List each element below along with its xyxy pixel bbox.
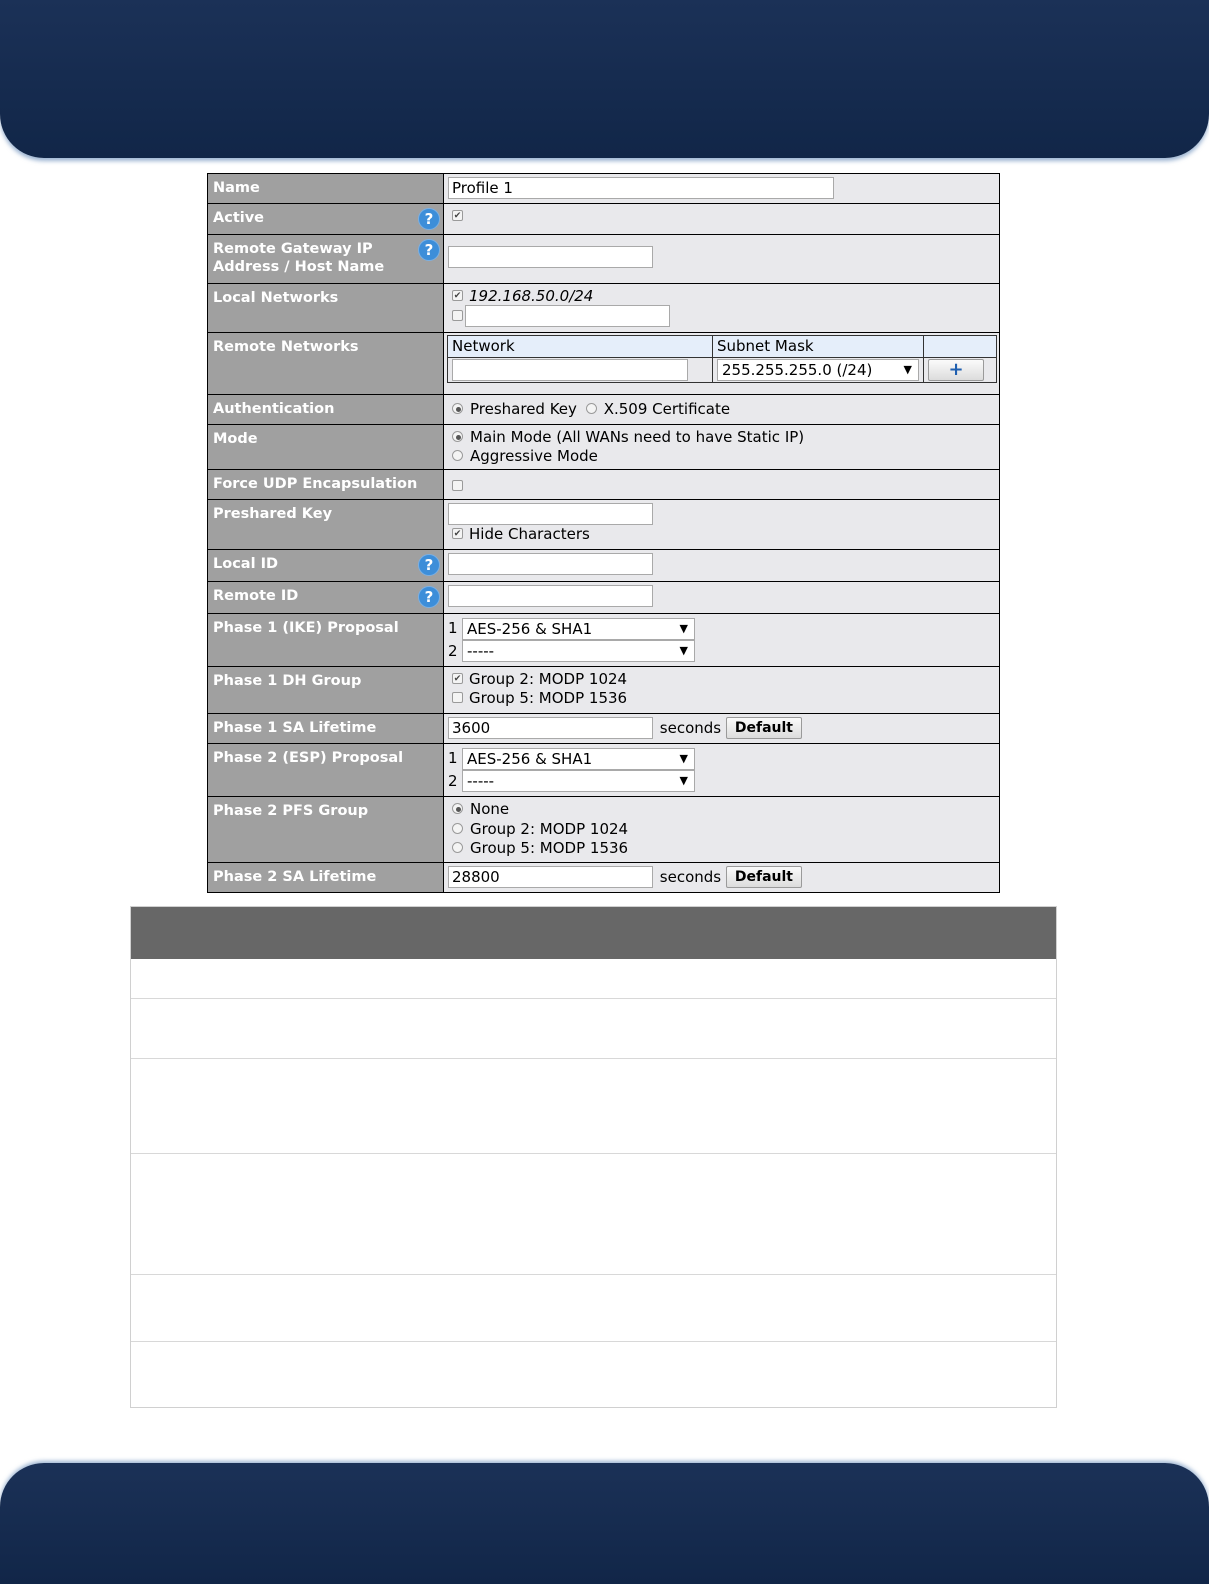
reference-table — [130, 906, 1057, 1408]
remote-gateway-input[interactable] — [448, 246, 653, 268]
pfs-none-radio[interactable] — [452, 803, 463, 814]
reference-row — [131, 959, 1056, 998]
phase1-lifetime-label: Phase 1 SA Lifetime — [208, 714, 444, 744]
phase1-lifetime-input[interactable]: 3600 — [448, 717, 653, 739]
preshared-key-label: Preshared Key — [208, 500, 444, 550]
force-udp-checkbox[interactable] — [452, 480, 463, 491]
force-udp-label: Force UDP Encapsulation — [208, 470, 444, 500]
phase2-lifetime-input[interactable]: 28800 — [448, 866, 653, 888]
mode-label: Mode — [208, 425, 444, 470]
triangle-down-icon: ▼ — [679, 644, 688, 657]
dh-group2-checkbox[interactable]: ✔ — [453, 674, 462, 684]
phase2-lifetime-label: Phase 2 SA Lifetime — [208, 863, 444, 893]
reference-row — [131, 1058, 1056, 1153]
preshared-key-radio[interactable] — [452, 403, 463, 414]
phase2-proposal-1-select[interactable]: AES-256 & SHA1 ▼ — [462, 748, 695, 770]
ipsec-profile-form: Name Profile 1 Active ? ✔ Remote Gateway IP Address / Host Name ? Local Networks ✔ 192.168.50.0/24 Remote Networks Network Subnet Mask 255.255.255.0 (/24) ▼ + Authentication Preshared Key X.509 Certificate Mode Main Mode (All WANs need to have Static IP) Aggressive Mode Force UDP Encapsulation Preshared Key ✔ Hide Characters Local ID ? Remote ID ? Phase 1 (IKE) Proposal 1 AES-256 & SHA1 ▼ 2 ----- ▼ Phase 1 DH Group ✔ Group 2: MODP 1024 Group 5: MODP 1536 Phase 1 SA Lifetime 3600 seconds Default Phase 2 (ESP) Proposal 1 AES-256 & SHA1 ▼ 2 ----- ▼ Phase 2 PFS Group None Group 2: MODP 1024 Group 5: MODP 1536 Phase 2 SA Lifetime 28800 seconds Default — [207, 173, 1000, 893]
active-checkbox[interactable]: ✔ — [453, 211, 462, 221]
local-id-label: Local ID ? — [208, 550, 444, 582]
local-network-checkbox[interactable]: ✔ — [453, 291, 462, 301]
reference-table-header — [131, 907, 1056, 959]
local-network-value: 192.168.50.0/24 — [469, 287, 594, 305]
subnet-column-header: Subnet Mask — [713, 336, 924, 358]
remote-id-help-icon[interactable]: ? — [418, 586, 440, 608]
triangle-down-icon: ▼ — [679, 774, 688, 787]
active-label: Active ? — [208, 204, 444, 235]
triangle-down-icon: ▼ — [903, 363, 912, 376]
pfs-group2-radio[interactable] — [452, 823, 463, 834]
phase1-proposal-label: Phase 1 (IKE) Proposal — [208, 614, 444, 667]
authentication-label: Authentication — [208, 395, 444, 425]
active-help-icon[interactable]: ? — [418, 208, 440, 230]
hide-characters-checkbox[interactable]: ✔ — [453, 529, 462, 539]
name-label: Name — [208, 174, 444, 204]
reference-row — [131, 1153, 1056, 1274]
phase2-pfs-label: Phase 2 PFS Group — [208, 797, 444, 863]
dh-group5-checkbox[interactable] — [452, 692, 463, 703]
aggressive-mode-radio[interactable] — [452, 450, 463, 461]
phase2-default-button[interactable]: Default — [726, 866, 802, 888]
phase1-proposal-1-select[interactable]: AES-256 & SHA1 ▼ — [462, 618, 695, 640]
remote-gateway-help-icon[interactable]: ? — [418, 239, 440, 261]
x509-certificate-radio[interactable] — [586, 403, 597, 414]
phase1-default-button[interactable]: Default — [726, 717, 802, 739]
triangle-down-icon: ▼ — [679, 621, 688, 635]
network-column-header: Network — [448, 336, 713, 358]
main-mode-radio[interactable] — [452, 431, 463, 442]
name-input[interactable]: Profile 1 — [448, 177, 834, 199]
remote-id-label: Remote ID ? — [208, 582, 444, 614]
local-network-extra-checkbox[interactable] — [452, 310, 463, 321]
phase2-proposal-2-select[interactable]: ----- ▼ — [462, 770, 695, 792]
phase2-proposal-label: Phase 2 (ESP) Proposal — [208, 744, 444, 797]
plus-icon: + — [948, 359, 964, 380]
add-remote-network-button[interactable] — [928, 359, 984, 381]
top-banner — [0, 0, 1209, 158]
remote-networks-label: Remote Networks — [208, 333, 444, 395]
reference-row — [131, 1274, 1056, 1341]
preshared-key-input[interactable] — [448, 503, 653, 525]
local-id-help-icon[interactable]: ? — [418, 554, 440, 576]
pfs-group5-radio[interactable] — [452, 842, 463, 853]
phase1-dh-label: Phase 1 DH Group — [208, 667, 444, 714]
local-id-input[interactable] — [448, 553, 653, 575]
local-network-extra-input[interactable] — [465, 305, 670, 327]
remote-network-input[interactable] — [452, 359, 688, 381]
subnet-mask-select[interactable]: 255.255.255.0 (/24) ▼ — [717, 359, 919, 381]
bottom-banner — [0, 1463, 1209, 1584]
reference-row — [131, 998, 1056, 1058]
phase1-proposal-2-select[interactable]: ----- ▼ — [462, 640, 695, 662]
triangle-down-icon: ▼ — [679, 751, 688, 765]
remote-gateway-label: Remote Gateway IP Address / Host Name ? — [208, 235, 444, 284]
reference-row — [131, 1341, 1056, 1407]
local-networks-label: Local Networks — [208, 284, 444, 333]
remote-id-input[interactable] — [448, 585, 653, 607]
remote-networks-table — [447, 335, 997, 383]
